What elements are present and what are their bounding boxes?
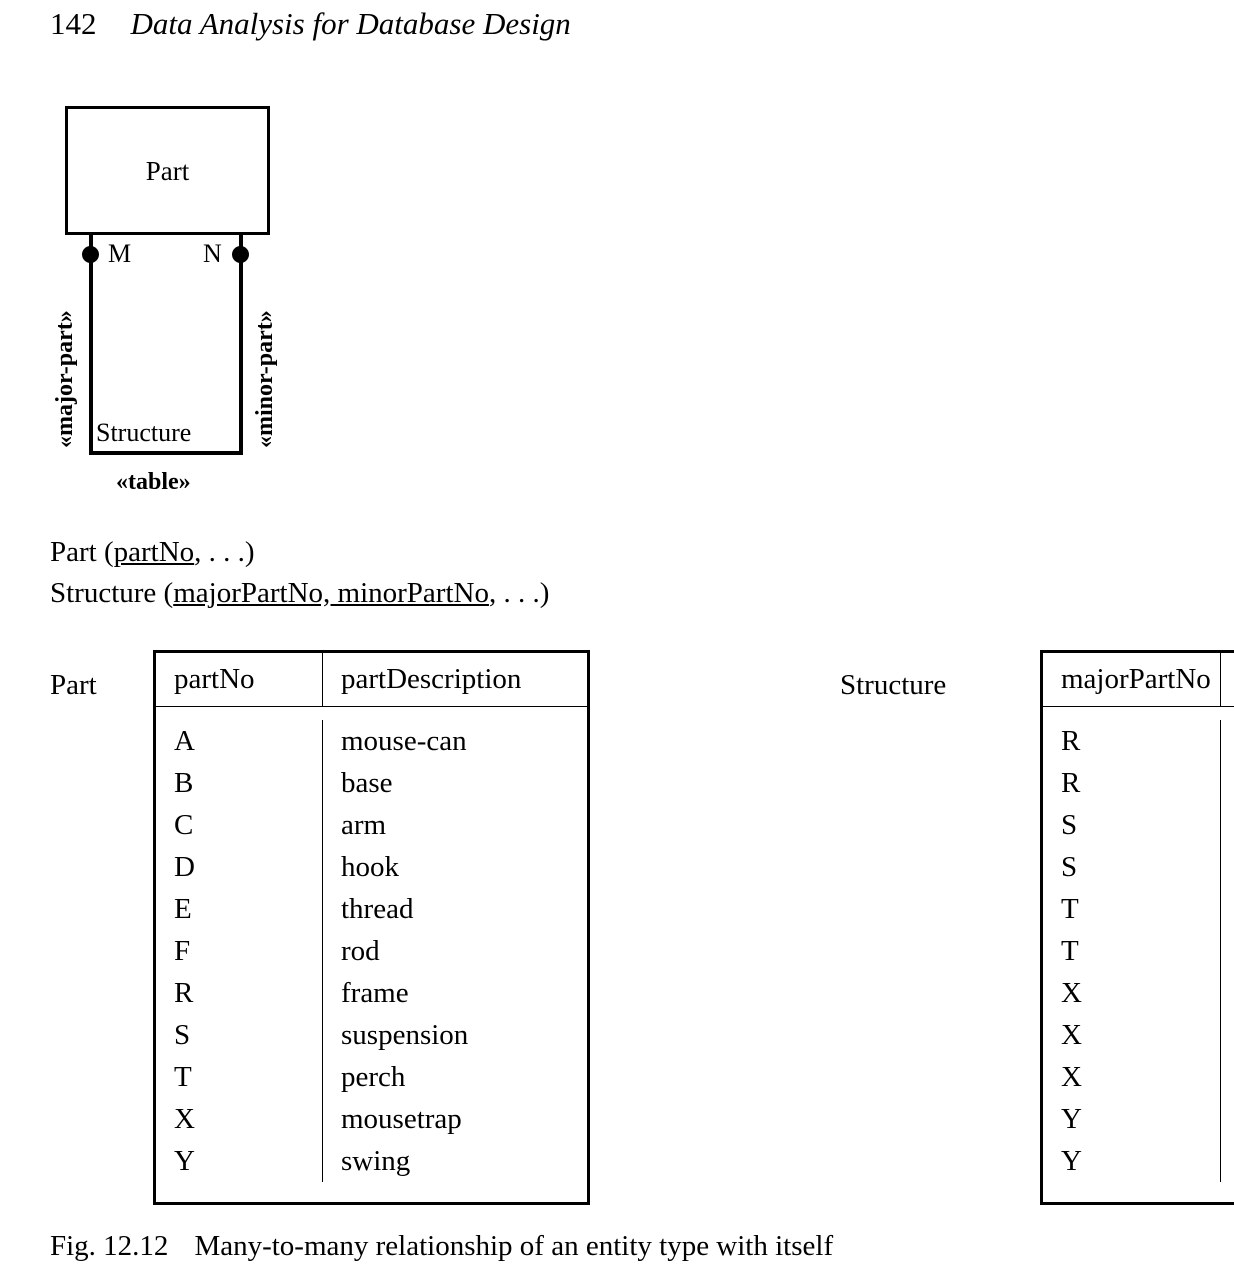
table-row (1043, 720, 1234, 762)
table-row (1043, 804, 1234, 846)
table-row (156, 972, 587, 1014)
schema-name-structure: Structure ( (50, 577, 174, 609)
table-cell: frame (341, 977, 409, 1009)
table-cell: F (156, 930, 323, 972)
table-cell: T (156, 1056, 323, 1098)
schema-key-part: partNo (113, 536, 195, 568)
schema-tail-structure: , . . .) (488, 577, 550, 609)
part-table (153, 650, 590, 1205)
relation-schema-part (50, 532, 549, 573)
table-cell (1221, 1056, 1234, 1098)
structure-table (1040, 650, 1234, 1205)
table-row (1043, 762, 1234, 804)
book-title: Data Analysis for Database Design (130, 6, 571, 41)
table-row (1043, 888, 1234, 930)
table-cell (1221, 1014, 1234, 1056)
structure-relation-name: Structure (840, 669, 947, 701)
part-relation-block (50, 650, 590, 1205)
table-cell: hook (341, 851, 399, 883)
figure-caption (50, 1228, 833, 1264)
table-cell: mouse-can (341, 725, 467, 757)
table-cell (1221, 888, 1234, 930)
table-cell: thread (341, 893, 414, 925)
table-row (156, 762, 587, 804)
table-cell (1221, 1140, 1234, 1182)
table-row (156, 720, 587, 762)
structure-table-body (1043, 707, 1234, 1202)
figure-caption-text: Many-to-many relationship of an entity type with itself (194, 1230, 834, 1262)
table-cell: X (1043, 972, 1221, 1014)
table-row (1043, 1098, 1234, 1140)
table-cell (1221, 762, 1234, 804)
structure-relation-block (840, 650, 1234, 1205)
relationship-box-label: Structure (96, 418, 192, 447)
part-table-header-partdescription: partDescription (341, 663, 522, 695)
table-cell: R (156, 972, 323, 1014)
association-leg-major (89, 233, 93, 455)
structure-table-header-minorpartno (1221, 653, 1234, 706)
table-cell: E (156, 888, 323, 930)
table-row (1043, 1140, 1234, 1182)
table-cell: rod (341, 935, 380, 967)
table-cell (1221, 804, 1234, 846)
table-row (1043, 972, 1234, 1014)
relation-schema-list (50, 532, 549, 614)
schema-key-structure: majorPartNo, minorPartNo (173, 577, 489, 609)
table-cell: suspension (341, 1019, 469, 1051)
association-leg-minor (239, 233, 243, 455)
entity-box-part (65, 106, 270, 235)
page-number: 142 (50, 6, 97, 41)
table-cell: R (1043, 720, 1221, 762)
association-end-dot-minor-icon (232, 246, 249, 263)
table-cell: T (1043, 888, 1221, 930)
association-end-dot-major-icon (82, 246, 99, 263)
part-table-header-row (156, 653, 587, 707)
table-cell: B (156, 762, 323, 804)
part-table-body (156, 707, 587, 1202)
table-cell (1221, 1098, 1234, 1140)
schema-tail-part: , . . .) (194, 536, 255, 568)
table-cell: swing (341, 1145, 411, 1177)
part-table-header-partno: partNo (156, 653, 323, 706)
table-cell: X (1043, 1056, 1221, 1098)
role-label-minor-part: «minor-part» (252, 310, 278, 448)
table-row (156, 804, 587, 846)
table-row (156, 846, 587, 888)
table-cell: base (341, 767, 393, 799)
table-row (156, 930, 587, 972)
structure-table-header-majorpartno: majorPartNo (1043, 653, 1221, 706)
cardinality-label-n: N (203, 239, 222, 268)
table-cell (1221, 930, 1234, 972)
relationship-box-bottom-edge (89, 451, 243, 455)
cardinality-label-m: M (108, 239, 132, 268)
uml-diagram (0, 0, 340, 520)
relation-schema-structure (50, 573, 549, 614)
table-row (1043, 1014, 1234, 1056)
table-cell: mousetrap (341, 1103, 462, 1135)
table-cell: Y (156, 1140, 323, 1182)
table-cell: A (156, 720, 323, 762)
table-cell: T (1043, 930, 1221, 972)
table-cell: D (156, 846, 323, 888)
table-cell (1221, 972, 1234, 1014)
table-row (1043, 930, 1234, 972)
table-row (1043, 846, 1234, 888)
table-row (156, 1014, 587, 1056)
table-cell: S (1043, 846, 1221, 888)
table-row (156, 1098, 587, 1140)
entity-box-label: Part (145, 155, 190, 186)
table-cell: Y (1043, 1140, 1221, 1182)
table-cell: X (1043, 1014, 1221, 1056)
table-cell: S (156, 1014, 323, 1056)
table-cell: arm (341, 809, 387, 841)
table-cell (1221, 720, 1234, 762)
role-label-major-part: «major-part» (52, 310, 78, 448)
table-cell: perch (341, 1061, 406, 1093)
schema-name-part: Part ( (50, 536, 114, 568)
table-cell: R (1043, 762, 1221, 804)
structure-table-header-row (1043, 653, 1234, 707)
table-row (1043, 1056, 1234, 1098)
table-cell: S (1043, 804, 1221, 846)
table-cell: Y (1043, 1098, 1221, 1140)
table-row (156, 1056, 587, 1098)
part-relation-name: Part (50, 669, 97, 701)
table-cell (1221, 846, 1234, 888)
table-cell: X (156, 1098, 323, 1140)
relationship-stereotype-label: «table» (116, 469, 191, 495)
table-row (156, 888, 587, 930)
figure-number: Fig. 12.12 (50, 1230, 169, 1262)
table-row (156, 1140, 587, 1182)
table-cell: C (156, 804, 323, 846)
